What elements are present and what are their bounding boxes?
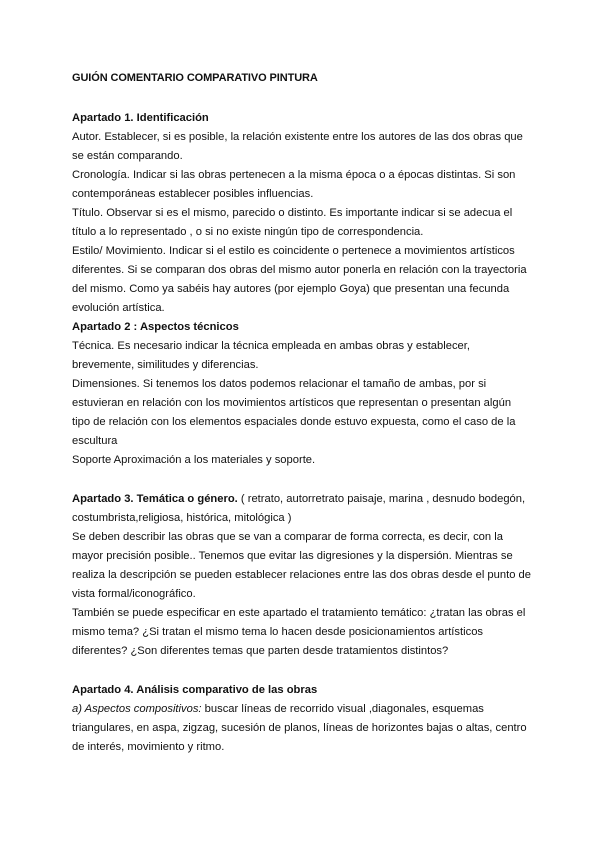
document-title: GUIÓN COMENTARIO COMPARATIVO PINTURA <box>72 72 318 84</box>
section-3-genres: ( retrato, autorretrato paisaje, marina , desnudo bodegón, costumbrista,religiosa, histórica, mitológica ) <box>72 493 526 524</box>
section-3-thematic: También se puede especificar en este apartado el tratamiento temático: ¿tratan las obras el mismo tema? ¿Si tratan el mismo tema lo hacen desde posicionamientos artísticos diferentes? ¿Son diferentes temas que parten desde tratamientos distintos? <box>72 607 526 657</box>
section-4-compositional <box>72 700 532 757</box>
section-2-technique: Técnica. Es necesario indicar la técnica empleada en ambas obras y establecer, brevemente, similitudes y diferencias. <box>72 340 470 371</box>
section-4-heading: Apartado 4. Análisis comparativo de las obras <box>72 684 318 696</box>
section-1-style: Estilo/ Movimiento. Indicar si el estilo es coincidente o pertenece a movimientos artísticos diferentes. Si se comparan dos obras del mismo autor ponerla en relación con la trayectoria del mismo. Como ya sabéis hay autores (por ejemplo Goya) que presentan una fecunda evolución artística. <box>72 245 527 314</box>
section-2-dimensions: Dimensiones. Si tenemos los datos podemos relacionar el tamaño de ambas, por si estuvieran en relación con los movimientos artísticos que representan o presentan algún tipo de relación con los elementos espaciales donde estuvo expuesta, como el caso de la escultura <box>72 378 516 447</box>
section-3-heading-line <box>72 490 532 528</box>
section-3-heading: Apartado 3. Temática o género. <box>72 493 238 505</box>
section-1 <box>72 109 532 318</box>
section-1-title: Título. Observar si es el mismo, parecido o distinto. Es importante indicar si se adecua el título a lo representado , o si no existe ningún tipo de correspondencia. <box>72 207 513 238</box>
section-2 <box>72 318 532 470</box>
section-1-chronology: Cronología. Indicar si las obras pertenecen a la misma época o a épocas distintas. Si son contemporáneas establecer posibles influencias. <box>72 169 516 200</box>
section-4 <box>72 681 532 757</box>
section-4-label-a: a) Aspectos compositivos: <box>72 703 202 715</box>
section-1-author: Autor. Establecer, si es posible, la relación existente entre los autores de las dos obras que se están comparando. <box>72 131 523 162</box>
section-3 <box>72 490 532 661</box>
section-2-support: Soporte Aproximación a los materiales y soporte. <box>72 454 316 466</box>
section-2-heading: Apartado 2 : Aspectos técnicos <box>72 321 239 333</box>
section-4-text-a: buscar líneas de recorrido visual ,diagonales, esquemas triangulares, en aspa, zigzag, sucesión de planos, líneas de horizontes bajas o altas, centro de interés, movimiento y ritmo. <box>72 703 527 753</box>
section-3-description: Se deben describir las obras que se van a comparar de forma correcta, es decir, con la mayor precisión posible.. Tenemos que evitar las digresiones y la dispersión. Mientras se realiza la descripción se pueden establecer relaciones entre las dos obras desde el punto de vista formal/iconográfico. <box>72 531 531 600</box>
section-1-heading: Apartado 1. Identificación <box>72 112 209 124</box>
